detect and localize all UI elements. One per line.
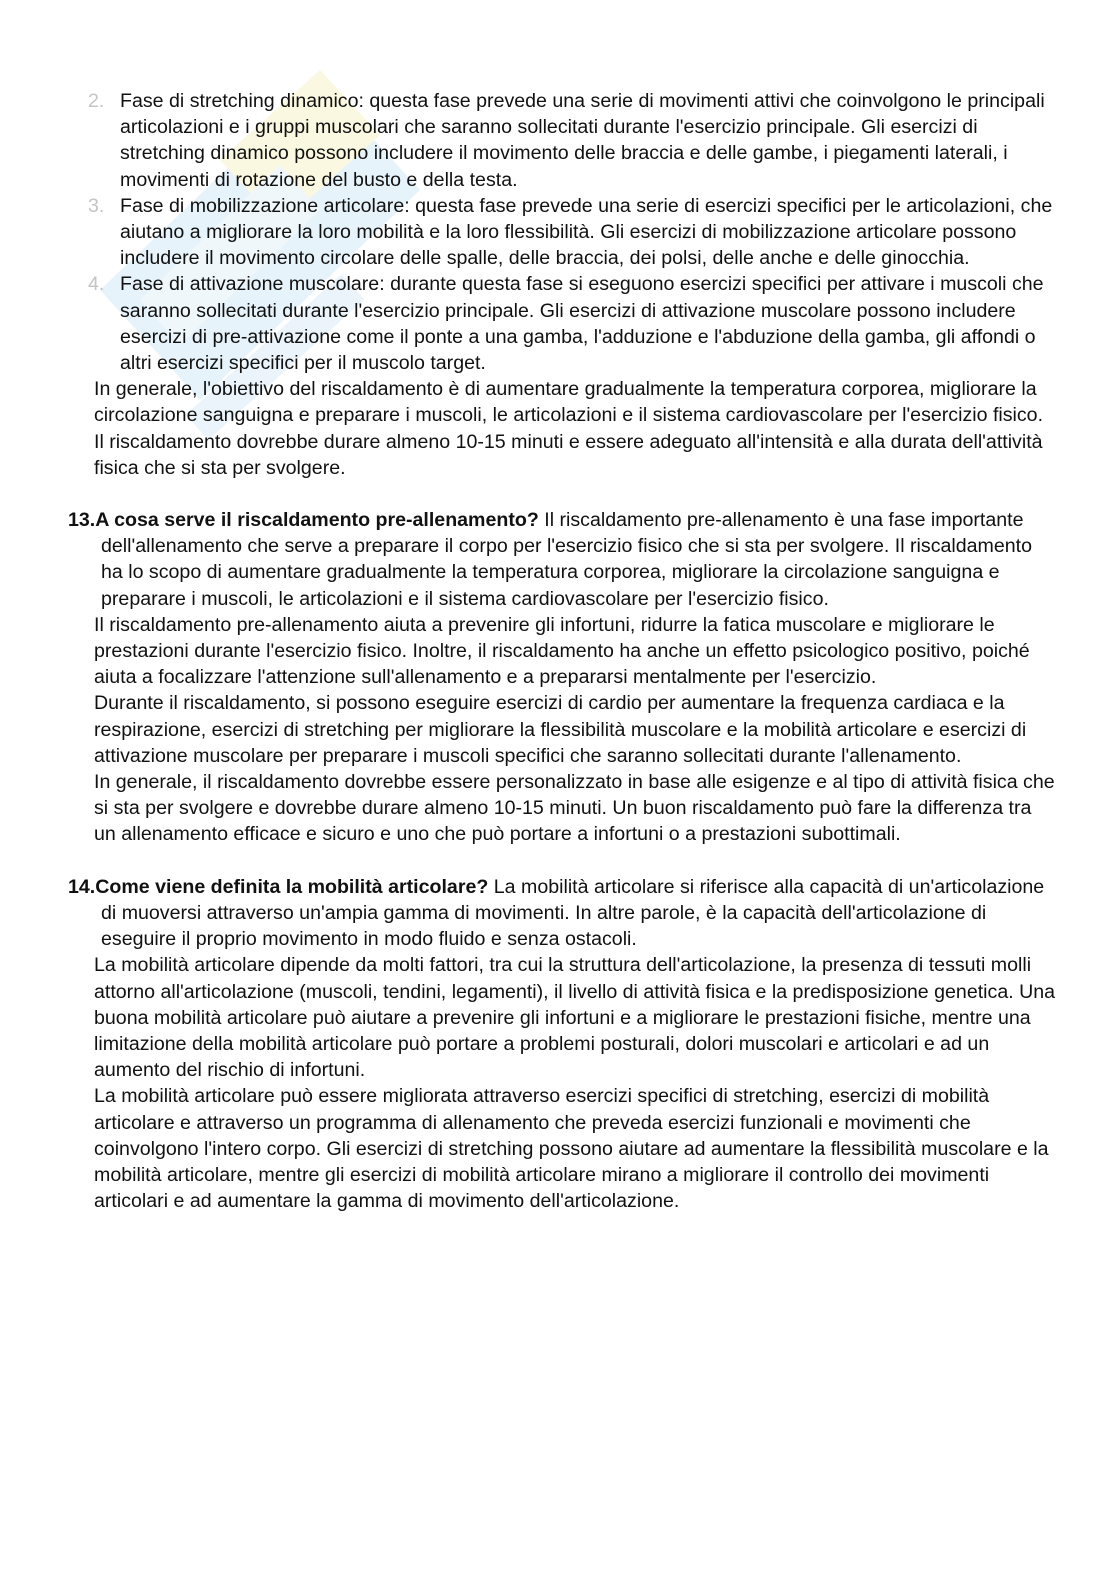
list-item-text: Fase di mobilizzazione articolare: questa fase prevede una serie di esercizi specifici per le articolazioni, che aiutano a migliorare la loro mobilità e la loro flessibilità. Gli esercizi di mobilizzazione articolare possono includere il movimento circolare delle spalle, delle braccia, dei polsi, delle anche e delle ginocchia.: [120, 194, 1053, 270]
question-13-paragraph: In generale, il riscaldamento dovrebbe essere personalizzato in base alle esigenze e al tipo di attività fisica che si sta per svolgere e dovrebbe durare almeno 10-15 minuti. Un buon riscaldamento può fare la differenza tra un allenamento efficace e sicuro e uno che può portare a infortuni o a prestazioni subottimali.: [94, 771, 1055, 846]
list-item-number: 4.: [88, 273, 105, 296]
question-14-paragraph: La mobilità articolare dipende da molti fattori, tra cui la struttura dell'articolazione, la presenza di tessuti molli attorno all'articolazione (muscoli, tendini, legamenti), il livello di attività fisica e la predisposizione genetica. Una buona mobilità articolare può aiutare a prevenire gli infortuni e a migliorare le prestazioni fisiche, mentre una limitazione della mobilità articolare può portare a problemi posturali, dolori muscolari e articolari e ad un aumento del rischio di infortuni.: [94, 954, 1056, 1082]
question-13-paragraph: Durante il riscaldamento, si possono eseguire esercizi di cardio per aumentare la frequenza cardiaca e la respirazione, esercizi di stretching per migliorare la flessibilità muscolare e la mobilità articolare e esercizi di attivazione muscolare per preparare i muscoli specifici che saranno sollecitati durante l'allenamento.: [94, 692, 1027, 767]
document-body: [0, 88, 1116, 1214]
question-13-title: 13.A cosa serve il riscaldamento pre-allenamento?: [68, 509, 539, 532]
question-13-intro: Il riscaldamento pre-allenamento è una fase importante dell'allenamento che serve a preparare il corpo per l'esercizio fisico che si sta per svolgere. Il riscaldamento ha lo scopo di aumentare gradualmente la temperatura corporea, migliorare la circolazione sanguigna e preparare i muscoli, le articolazioni e il sistema cardiovascolare per l'esercizio fisico.: [101, 509, 1033, 610]
list-item: [0, 88, 1116, 193]
question-13-paragraph: Il riscaldamento pre-allenamento aiuta a prevenire gli infortuni, ridurre la fatica muscolare e migliorare le prestazioni durante l'esercizio fisico. Inoltre, il riscaldamento ha anche un effetto psicologico positivo, poiché aiuta a focalizzare l'attenzione sull'allenamento e a prepararsi mentalmente per l'esercizio.: [94, 613, 1030, 689]
section-gap: [0, 848, 1116, 874]
warmup-summary: In generale, l'obiettivo del riscaldamento è di aumentare gradualmente la temperatura corporea, migliorare la circolazione sanguigna e preparare i muscoli, le articolazioni e il sistema cardiovascolare per l'esercizio fisico. Il riscaldamento dovrebbe durare almeno 10-15 minuti e essere adeguato all'intensità e alla durata dell'attività fisica che si sta per svolgere.: [94, 378, 1044, 479]
question-14: [0, 874, 1116, 953]
question-14-title: 14.Come viene definita la mobilità articolare?: [68, 875, 489, 898]
section-gap: [0, 481, 1116, 507]
question-14-intro: La mobilità articolare si riferisce alla capacità di un'articolazione di muoversi attraverso un'ampia gamma di movimenti. In altre parole, è la capacità dell'articolazione di eseguire il proprio movimento in modo fluido e senza ostacoli.: [101, 875, 1045, 951]
list-item-text: Fase di attivazione muscolare: durante questa fase si eseguono esercizi specifici per attivare i muscoli che saranno sollecitati durante l'esercizio principale. Gli esercizi di attivazione muscolare possono includere esercizi di pre-attivazione come il ponte a una gamba, l'adduzione e l'abduzione della gamba, gli affondi o altri esercizi specifici per il muscolo target.: [120, 273, 1044, 375]
list-item-text: Fase di stretching dinamico: questa fase prevede una serie di movimenti attivi che coinvolgono le principali articolazioni e i gruppi muscolari che saranno sollecitati durante l'esercizio principale. Gli esercizi di stretching dinamico possono includere il movimento delle braccia e delle gambe, i piegamenti laterali, i movimenti di rotazione del busto e della testa.: [120, 90, 1045, 191]
list-item-number: 3.: [88, 194, 105, 217]
list-item-number: 2.: [88, 90, 105, 112]
list-item: [0, 271, 1116, 376]
question-13: [0, 507, 1116, 612]
list-item: [0, 193, 1116, 272]
question-14-paragraph: La mobilità articolare può essere migliorata attraverso esercizi specifici di stretching, esercizi di mobilità articolare e attraverso un programma di allenamento che preveda esercizi funzionali e movimenti che coinvolgono l'intero corpo. Gli esercizi di stretching possono aiutare ad aumentare la flessibilità muscolare e la mobilità articolare, mentre gli esercizi di mobilità articolare mirano a migliorare il controllo dei movimenti articolari e ad aumentare la gamma di movimento dell'articolazione.: [94, 1085, 1049, 1213]
